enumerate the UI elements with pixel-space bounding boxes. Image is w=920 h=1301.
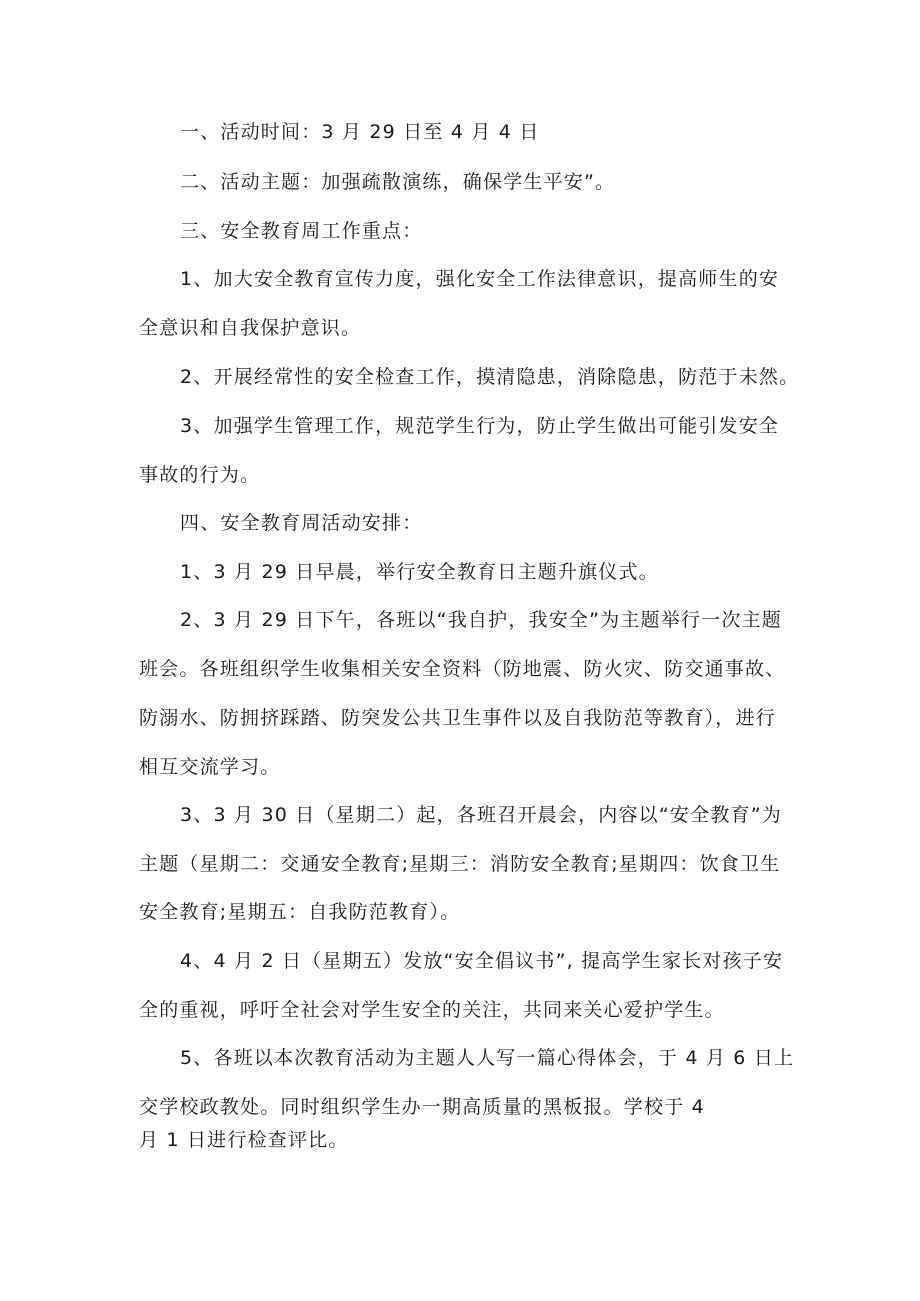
text-line: 4、4 月 2 日（星期五）发放“安全倡议书”, 提高学生家长对孩子安 <box>180 950 784 972</box>
text-line: 一、活动时间：3 月 29 日至 4 月 4 日 <box>180 121 540 143</box>
text-line: 2、开展经常性的安全检查工作，摸清隐患，消除隐患，防范于未然。 <box>180 366 800 388</box>
text-line: 防溺水、防拥挤踩踏、防突发公共卫生事件以及自我防范等教育），进行 <box>139 707 776 729</box>
text-line: 班会。各班组织学生收集相关安全资料（防地震、防火灾、防交通事故、 <box>139 658 786 680</box>
text-line: 主题（星期二：交通安全教育;星期三：消防安全教育;星期四：饮食卫生 <box>139 853 781 875</box>
text-line: 月 1 日进行检查评比。 <box>139 1129 349 1151</box>
text-line: 四、安全教育周活动安排： <box>180 512 423 534</box>
text-line: 全的重视，呼吁全社会对学生安全的关注，共同来关心爱护学生。 <box>139 999 725 1021</box>
text-line: 5、各班以本次教育活动为主题人人写一篇心得体会，于 4 月 6 日上 <box>180 1047 795 1069</box>
text-line: 3、3 月 30 日（星期二）起，各班召开晨会，内容以“安全教育”为 <box>180 804 782 826</box>
text-line: 相互交流学习。 <box>139 756 281 778</box>
text-line: 交学校政教处。同时组织学生办一期高质量的黑板报。学校于 4 <box>139 1096 705 1118</box>
text-line: 全意识和自我保护意识。 <box>139 317 362 339</box>
text-line: 3、加强学生管理工作，规范学生行为，防止学生做出可能引发安全 <box>180 415 780 437</box>
text-line: 1、加大安全教育宣传力度，强化安全工作法律意识，提高师生的安 <box>180 268 780 290</box>
text-line: 安全教育;星期五：自我防范教育）。 <box>139 901 461 923</box>
text-line: 二、活动主题：加强疏散演练，确保学生平安”。 <box>180 171 616 193</box>
text-line: 1、3 月 29 日早晨，举行安全教育日主题升旗仪式。 <box>180 561 659 583</box>
text-line: 2、3 月 29 日下午，各班以“我自护，我安全”为主题举行一次主题 <box>180 609 782 631</box>
text-line: 事故的行为。 <box>139 464 261 486</box>
text-line: 三、安全教育周工作重点： <box>180 220 423 242</box>
